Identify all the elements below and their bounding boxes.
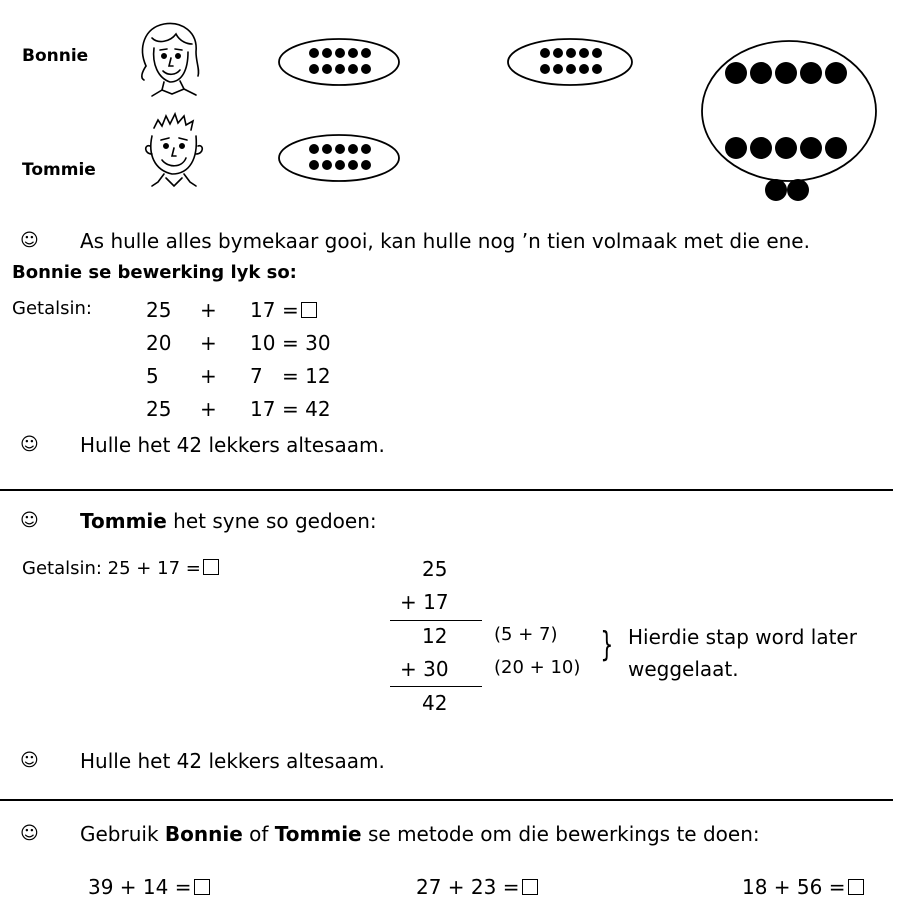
row-op: +	[200, 364, 217, 388]
answer-box[interactable]	[301, 302, 317, 318]
tommie-getalsin: Getalsin: 25 + 17 =	[22, 559, 219, 578]
smiley-icon: ☺	[20, 510, 39, 531]
getalsin-label: Getalsin:	[12, 298, 92, 319]
divider	[0, 489, 893, 491]
row-b: 10	[250, 331, 276, 355]
row-result: = 30	[282, 331, 331, 355]
column-total: 42	[422, 691, 448, 715]
exercise-3: 18 + 56 =	[742, 877, 864, 897]
row-a: 20	[146, 331, 172, 355]
note-line-1: Hierdie stap word later	[628, 625, 857, 649]
note-line-2: weggelaat.	[628, 657, 739, 681]
conclusion-2: Hulle het 42 lekkers altesaam.	[80, 749, 385, 773]
boy-face-icon	[140, 108, 208, 192]
tommie-intro: Tommie het syne so gedoen:	[80, 509, 377, 533]
bonnie-name: Bonnie	[22, 46, 89, 66]
girl-face-icon	[130, 18, 210, 102]
answer-box[interactable]	[194, 879, 210, 895]
smiley-icon: ☺	[20, 230, 39, 251]
row-a: 25	[146, 397, 172, 421]
partial1-note: (5 + 7)	[494, 624, 558, 645]
row-eq: =	[282, 300, 317, 320]
exercise-2: 27 + 23 =	[416, 877, 538, 897]
tommie-name: Tommie	[22, 160, 96, 180]
combine-sentence: As hulle alles bymekaar gooi, kan hulle nog ’n tien volmaak met die ene.	[80, 229, 810, 253]
row-result: = 42	[282, 397, 331, 421]
smiley-icon: ☺	[20, 750, 39, 771]
answer-box[interactable]	[522, 879, 538, 895]
answer-box[interactable]	[203, 559, 219, 575]
smiley-icon: ☺	[20, 823, 39, 844]
row-op: +	[200, 397, 217, 421]
row-a: 25	[146, 298, 172, 322]
bonnie-heading: Bonnie se bewerking lyk so:	[12, 262, 297, 283]
answer-box[interactable]	[848, 879, 864, 895]
bonnie-counters-oval-2	[505, 36, 635, 88]
brace: }	[600, 625, 614, 665]
partial2-note: (20 + 10)	[494, 657, 581, 678]
smiley-icon: ☺	[20, 434, 39, 455]
conclusion-1: Hulle het 42 lekkers altesaam.	[80, 433, 385, 457]
row-op: +	[200, 298, 217, 322]
row-b: 17	[250, 298, 276, 322]
exercise-1: 39 + 14 =	[88, 877, 210, 897]
column-partial2: + 30	[400, 657, 449, 681]
row-op: +	[200, 331, 217, 355]
column-line	[390, 686, 482, 687]
row-result: = 12	[282, 364, 331, 388]
row-b: 17	[250, 397, 276, 421]
row-b: 7	[250, 364, 263, 388]
column-line	[390, 620, 482, 621]
bonnie-counters-oval-1	[276, 36, 402, 88]
tommie-counters-oval	[276, 132, 402, 184]
column-partial1: 12	[422, 624, 448, 648]
column-second: + 17	[400, 590, 449, 614]
divider	[0, 799, 893, 801]
row-a: 5	[146, 364, 159, 388]
combined-counters-oval	[698, 38, 880, 208]
column-top: 25	[422, 557, 448, 581]
instruction: Gebruik Bonnie of Tommie se metode om die bewerkings te doen:	[80, 822, 760, 846]
